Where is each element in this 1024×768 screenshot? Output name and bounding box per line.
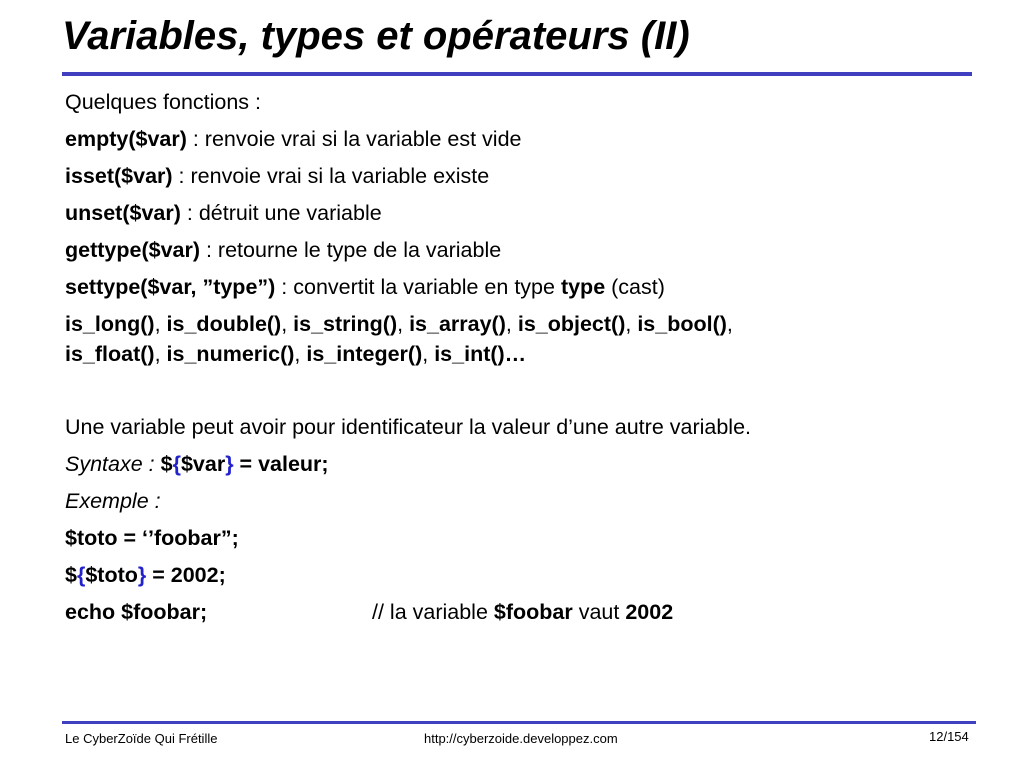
separator: , bbox=[154, 312, 167, 336]
spacer bbox=[65, 376, 965, 412]
is-function: is_double() bbox=[166, 312, 282, 336]
comment-var: $foobar bbox=[493, 600, 573, 624]
function-name: gettype($var) bbox=[65, 238, 201, 262]
code-dollar: $ bbox=[65, 563, 77, 587]
example-line-3 bbox=[65, 597, 965, 627]
footer-divider bbox=[62, 721, 976, 724]
brace-close: } bbox=[225, 452, 234, 476]
example-label: Exemple : bbox=[65, 489, 161, 513]
is-function: is_array() bbox=[409, 312, 506, 336]
syntax-label: Syntaxe : bbox=[65, 452, 161, 476]
code-rest: = 2002; bbox=[146, 563, 226, 587]
function-name: settype($var, ”type”) bbox=[65, 275, 276, 299]
syntax-var: $var bbox=[180, 452, 226, 476]
slide-title: Variables, types et opérateurs (II) bbox=[62, 14, 690, 58]
is-function: is_integer() bbox=[306, 342, 423, 366]
function-line-isset bbox=[65, 161, 965, 191]
syntax-rest: = valeur; bbox=[233, 452, 329, 476]
is-functions-line-1 bbox=[65, 309, 965, 339]
function-line-unset bbox=[65, 198, 965, 228]
function-name: empty($var) bbox=[65, 127, 187, 151]
separator: , bbox=[422, 342, 435, 366]
footer-url: http://cyberzoide.developpez.com bbox=[424, 731, 618, 746]
is-functions-line-2 bbox=[65, 339, 965, 369]
slide-body bbox=[65, 87, 965, 634]
brace-open: { bbox=[76, 563, 86, 587]
separator: , bbox=[397, 312, 410, 336]
comment-prefix: // la variable bbox=[372, 600, 494, 624]
function-desc: : convertit la variable en type bbox=[275, 275, 561, 299]
separator: , bbox=[505, 312, 518, 336]
type-keyword: type bbox=[560, 275, 606, 299]
is-function: is_float() bbox=[65, 342, 155, 366]
example-line-1 bbox=[65, 523, 965, 553]
comment-value: 2002 bbox=[625, 600, 674, 624]
is-function: is_int()… bbox=[434, 342, 527, 366]
brace-open: { bbox=[172, 452, 181, 476]
function-line-empty bbox=[65, 124, 965, 154]
variable-variable-text: Une variable peut avoir pour identificateur la valeur d’une autre variable. bbox=[65, 415, 752, 439]
is-function: is_numeric() bbox=[166, 342, 295, 366]
separator: , bbox=[154, 342, 167, 366]
is-function: is_object() bbox=[517, 312, 626, 336]
function-desc: : détruit une variable bbox=[180, 201, 382, 225]
code-var: $toto bbox=[85, 563, 138, 587]
function-desc: : renvoie vrai si la variable est vide bbox=[186, 127, 522, 151]
is-function: is_string() bbox=[293, 312, 398, 336]
is-function: is_long() bbox=[65, 312, 155, 336]
title-divider bbox=[62, 72, 972, 76]
function-desc: : retourne le type de la variable bbox=[200, 238, 502, 262]
is-function: is_bool() bbox=[637, 312, 727, 336]
separator: , bbox=[726, 312, 733, 336]
separator: , bbox=[294, 342, 307, 366]
syntax-dollar: $ bbox=[160, 452, 173, 476]
code-comment bbox=[372, 597, 673, 627]
brace-close: } bbox=[137, 563, 147, 587]
function-desc: : renvoie vrai si la variable existe bbox=[172, 164, 490, 188]
separator: , bbox=[625, 312, 638, 336]
footer-author: Le CyberZoïde Qui Frétille bbox=[65, 731, 218, 746]
function-name: isset($var) bbox=[65, 164, 173, 188]
comment-mid: vaut bbox=[572, 600, 626, 624]
code-text: $toto = ‘’foobar”; bbox=[65, 526, 239, 550]
syntax-line bbox=[65, 449, 965, 479]
function-line-settype bbox=[65, 272, 965, 302]
separator: , bbox=[281, 312, 294, 336]
page-number: 12/154 bbox=[929, 729, 969, 744]
function-name: unset($var) bbox=[65, 201, 181, 225]
function-line-gettype bbox=[65, 235, 965, 265]
cast-note: (cast) bbox=[605, 275, 665, 299]
code-text: echo $foobar; bbox=[65, 600, 208, 624]
intro-text: Quelques fonctions : bbox=[65, 90, 262, 114]
example-line-2 bbox=[65, 560, 965, 590]
